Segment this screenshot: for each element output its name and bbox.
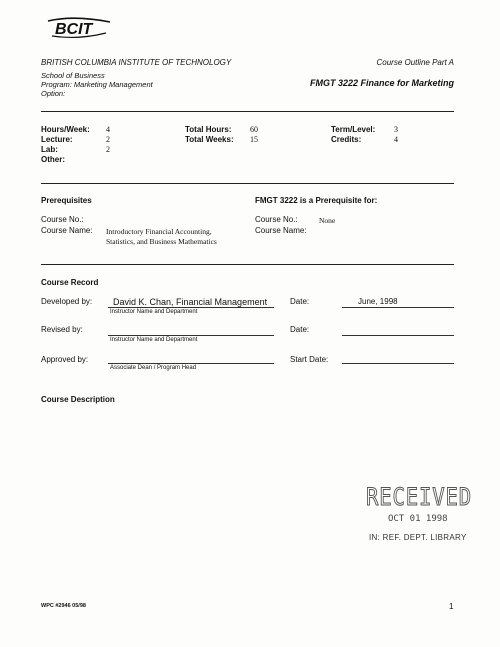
approved-caption: Associate Dean / Program Head (110, 365, 197, 371)
received-stamp (364, 479, 476, 527)
other-label: Other: (41, 155, 65, 164)
logo-text: BCIT (55, 21, 93, 38)
hours-week-label: Hours/Week: (41, 125, 90, 134)
developed-by-label: Developed by: (41, 297, 93, 306)
developed-by-line (108, 307, 274, 308)
prerequisites-heading: Prerequisites (41, 196, 92, 205)
divider-2 (41, 183, 454, 184)
total-hours-label: Total Hours: (185, 125, 232, 134)
stamp-received: RECEIVED (366, 483, 472, 511)
credits-value: 4 (394, 135, 398, 144)
option-label: Option: (41, 89, 66, 98)
revised-by-line (108, 335, 274, 336)
developed-by-value: David K. Chan, Financial Management (113, 297, 268, 307)
outline-part: Course Outline Part A (376, 58, 454, 67)
divider-1 (41, 111, 454, 112)
start-date-line (342, 363, 454, 364)
revised-by-label: Revised by: (41, 325, 83, 334)
institute-name: BRITISH COLUMBIA INSTITUTE OF TECHNOLOGY (41, 58, 232, 67)
stamp-date: OCT 01 1998 (388, 514, 448, 524)
lecture-value: 2 (106, 135, 110, 144)
lab-value: 2 (106, 145, 110, 154)
instructor-caption-1: Instructor Name and Department (110, 309, 198, 315)
form-code: WPC #2946 05/98 (41, 603, 86, 609)
prereq-course-name-label: Course Name: (41, 226, 93, 235)
prereq-for-course-no-label: Course No.: (255, 215, 298, 224)
stamp-library: IN: REF. DEPT. LIBRARY (369, 533, 467, 542)
term-level-value: 3 (394, 125, 398, 134)
school-name: School of Business (41, 71, 105, 80)
approved-by-label: Approved by: (41, 355, 89, 364)
total-hours-value: 60 (250, 125, 258, 134)
date-label-1: Date: (290, 297, 310, 306)
approved-by-line (108, 363, 274, 364)
prerequisite-for-heading: FMGT 3222 is a Prerequisite for: (255, 196, 378, 205)
instructor-caption-2: Instructor Name and Department (110, 337, 198, 343)
lab-label: Lab: (41, 145, 58, 154)
hours-week-value: 4 (106, 125, 110, 134)
total-weeks-label: Total Weeks: (185, 135, 234, 144)
lecture-label: Lecture: (41, 135, 73, 144)
date-line-2 (342, 335, 454, 336)
start-date-label: Start Date: (290, 355, 329, 364)
credits-label: Credits: (331, 135, 362, 144)
prereq-course-no-label: Course No.: (41, 215, 84, 224)
total-weeks-value: 15 (250, 135, 258, 144)
course-description-heading: Course Description (41, 395, 115, 404)
course-title: FMGT 3222 Finance for Marketing (309, 78, 454, 88)
program-name: Program: Marketing Management (41, 80, 153, 89)
term-level-label: Term/Level: (331, 125, 376, 134)
date-label-2: Date: (290, 325, 310, 334)
page-number: 1 (449, 602, 454, 611)
prereq-for-course-name-label: Course Name: (255, 226, 307, 235)
divider-3 (41, 264, 454, 265)
date-value-1: June, 1998 (358, 297, 398, 306)
bcit-logo (44, 17, 114, 39)
prereq-course-name-line2: Statistics, and Business Mathematics (106, 237, 217, 246)
prereq-course-name-line1: Introductory Financial Accounting, (106, 227, 212, 236)
date-line-1 (342, 307, 454, 308)
course-record-heading: Course Record (41, 278, 99, 287)
prereq-for-course-no-value: None (319, 216, 336, 225)
